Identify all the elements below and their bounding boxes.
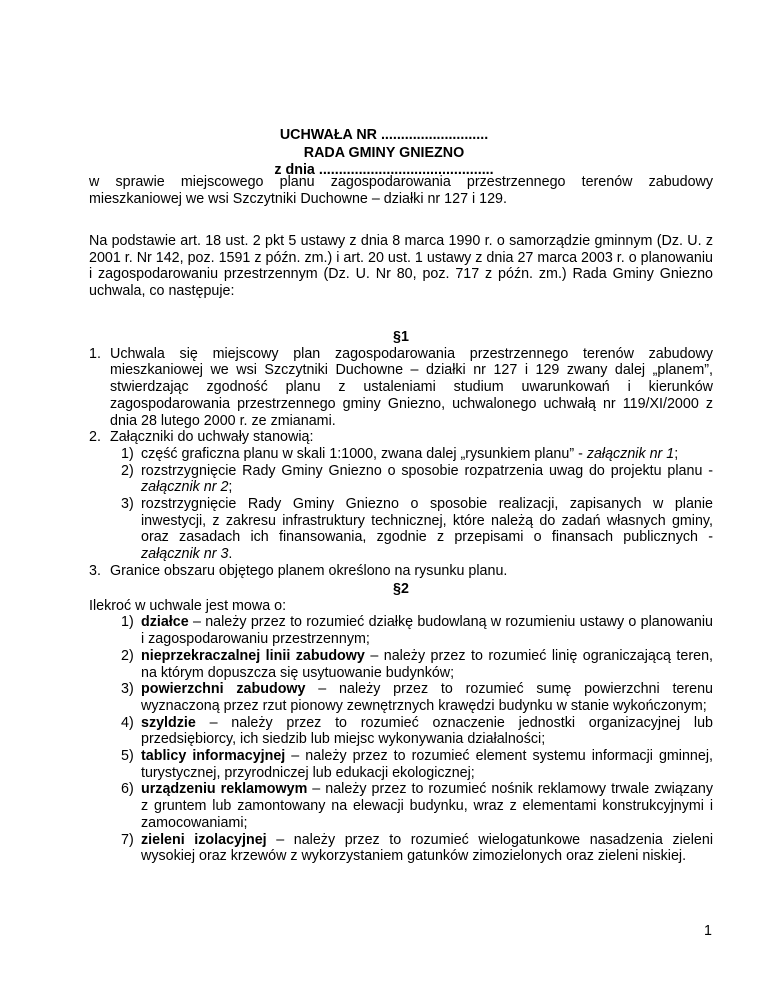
list-item: 3) rozstrzygnięcie Rady Gminy Gniezno o sposobie realizacji, zapisanych w planie inwestycji, z zakresu infrastruktury technicznej, które należą do zadań własnych gminy, oraz zasadach ich finansowania, zgodnie z przepisami o finansach publicznych - załącznik nr 3. [121,496,713,563]
definition-item: 4) szyldzie – należy przez to rozumieć oznaczenie jednostki organizacyjnej lub przedsiębiorcy, ich siedzib lub miejsc wykonywania działalności; [121,714,713,748]
definition-item: 7) zieleni izolacyjnej – należy przez to rozumieć wielogatunkowe nasadzenia zieleni wysokiej oraz krzewów z wykorzystaniem gatunków zimozielonych oraz zieleni niskiej. [121,831,713,865]
legal-basis: Na podstawie art. 18 ust. 2 pkt 5 ustawy z dnia 8 marca 1990 r. o samorządzie gminnym (Dz. U. z 2001 r. Nr 142, poz. 1591 z późn. zm.) i art. 20 ust. 1 ustawy z dnia 27 marca 2003 r. o planowaniu i zagospodarowaniu przestrzennym (Dz. U. Nr 80, poz. 717 z późn. zm.) Rada Gminy Gniezno uchwala, co następuje: [89,233,713,300]
resolution-header [0,127,768,180]
definitions-list [89,614,713,865]
section-2-intro: Ilekroć w uchwale jest mowa o: [89,597,287,614]
section-2 [89,581,713,865]
section-1-list-cont [89,563,713,580]
attachment-ref: załącznik nr 3 [141,546,229,563]
section-1-list [89,346,713,446]
definition-term: urządzeniu reklamowym [141,781,308,798]
attachment-ref: załącznik nr 2 [141,479,229,496]
page-number: 1 [704,923,712,939]
definition-term: powierzchni zabudowy [141,681,306,698]
definition-item: 6) urządzeniu reklamowym – należy przez to rozumieć nośnik reklamowy trwale związany z gruntem lub zamontowany na elewacji budynku, wraz z elementami konstrukcyjnymi i zamocowaniami; [121,781,714,831]
council-name: RADA GMINY GNIEZNO [303,144,465,161]
section-2-title: §2 [393,581,409,597]
definition-item: 1) działce – należy przez to rozumieć działkę budowlaną w rozumieniu ustawy o planowaniu i zagospodarowaniu przestrzennym; [121,614,713,648]
definition-item: 5) tablicy informacyjnej – należy przez to rozumieć element systemu informacji gminnej, turystycznej, przyrodniczej lub edukacji ekologicznej; [121,748,713,781]
definition-term: zieleni izolacyjnej [141,831,267,848]
list-item: 1. Uchwala się miejscowy plan zagospodarowania przestrzennego terenów zabudowy mieszkaniowej we wsi Szczytniki Duchowne – działki nr 127 i 129 zwany dalej „planem”, stwierdzając zgodność planu z ustaleniami studium uwarunkowań i kierunków zagospodarowania przestrzennego gminy Gniezno, uchwalonego uchwałą nr 119/XI/2000 z dnia 28 lutego 2000 r. ze zmianami. [89,345,713,429]
definition-term: nieprzekraczalnej linii zabudowy [141,647,365,664]
attachments-list [89,446,713,563]
section-1-title: §1 [393,329,409,345]
definition-term: szyldzie [141,714,196,731]
definition-item: 2) nieprzekraczalnej linii zabudowy – należy przez to rozumieć linię ograniczającą teren, na którym dopuszcza się usytuowanie budynków; [121,647,713,681]
definition-term: tablicy informacyjnej [141,748,286,765]
definition-item: 3) powierzchni zabudowy – należy przez to rozumieć sumę powierzchni terenu wyznaczoną przez rzut pionowy zewnętrznych krawędzi budynku w stanie wykończonym; [121,681,713,714]
section-1 [89,329,713,580]
list-item: 2) rozstrzygnięcie Rady Gminy Gniezno o sposobie rozpatrzenia uwag do projektu planu - załącznik nr 2; [121,462,713,496]
attachment-ref: załącznik nr 1 [586,445,675,462]
list-item: 1) część graficzna planu w skali 1:1000, zwana dalej „rysunkiem planu” - załącznik nr 1; [121,445,679,462]
list-item: 3. Granice obszaru objętego planem określono na rysunku planu. [89,562,508,579]
resolution-subject: w sprawie miejscowego planu zagospodarowania przestrzennego terenów zabudowy mieszkaniowej we wsi Szczytniki Duchowne – działki nr 127 i 129. [89,174,713,207]
definition-term: działce [141,614,189,631]
resolution-date: z dnia ............................................ [274,162,494,178]
list-item: 2. Załączniki do uchwały stanowią: [89,429,314,446]
resolution-number: UCHWAŁA NR ........................... [279,127,489,143]
